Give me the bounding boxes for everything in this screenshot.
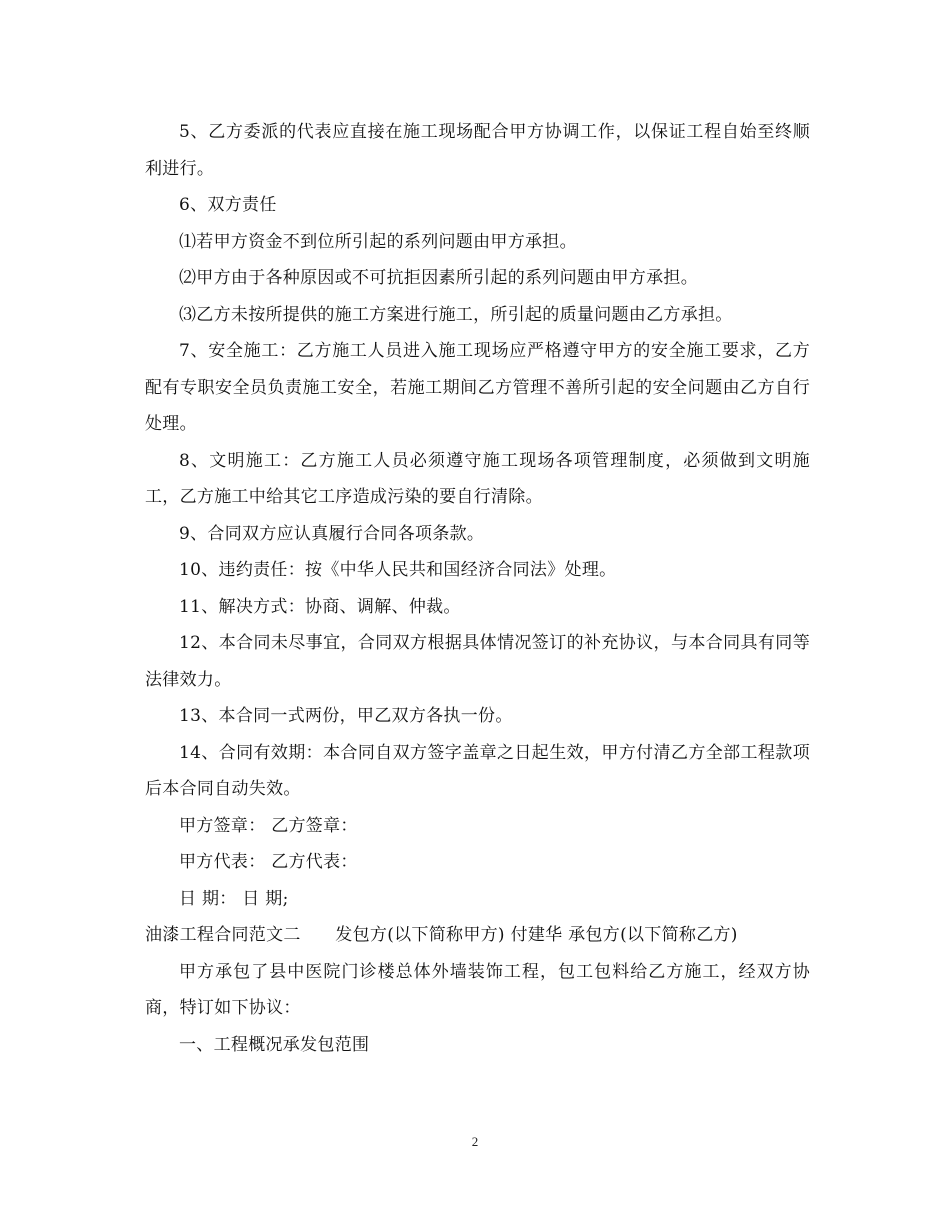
clause-9: 9、合同双方应认真履行合同各项条款。 [179,523,485,544]
signature-line: 甲方签章： 乙方签章： [179,815,358,836]
clause-5: 5、乙方委派的代表应直接在施工现场配合甲方协调工作，以保证工程自始至终顺利进行。 [145,122,810,179]
clause-12: 12、本合同未尽事宜，合同双方根据具体情况签订的补充协议，与本合同具有同等法律效力。 [145,633,810,690]
clause-14: 14、合同有效期：本合同自双方签字盖章之日起生效，甲方付清乙方全部工程款项后本合同自动失效。 [145,742,810,799]
date-line: 日 期： 日 期; [179,888,289,909]
page-number: 2 [471,1134,479,1149]
clause-6-heading: 6、双方责任 [179,195,277,215]
document-body [145,114,810,1063]
second-contract-intro: 甲方承包了县中医院门诊楼总体外墙装饰工程，包工包料给乙方施工，经双方协商，特订如下协议： [145,961,810,1018]
section-1-heading: 一、工程概况承发包范围 [179,1034,370,1055]
clause-11: 11、解决方式：协商、调解、仲裁。 [179,596,461,617]
clause-6-item-1: ⑴若甲方资金不到位所引起的系列问题由甲方承担。 [179,231,577,252]
second-contract-title: 油漆工程合同范文二 发包方(以下简称甲方) 付建华 承包方(以下简称乙方) [145,925,738,945]
clause-8: 8、文明施工：乙方施工人员必须遵守施工现场各项管理制度，必须做到文明施工，乙方施工中给其它工序造成污染的要自行清除。 [145,450,810,507]
clause-10: 10、违约责任：按《中华人民共和国经济合同法》处理。 [179,560,617,580]
clause-7: 7、安全施工：乙方施工人员进入施工现场应严格遵守甲方的安全施工要求，乙方配有专职安全员负责施工安全，若施工期间乙方管理不善所引起的安全问题由乙方自行处理。 [145,341,810,434]
clause-6-item-2: ⑵甲方由于各种原因或不可抗拒因素所引起的系列问题由甲方承担。 [179,268,698,288]
representative-line: 甲方代表： 乙方代表： [179,852,358,872]
clause-6-item-3: ⑶乙方未按所提供的施工方案进行施工，所引起的质量问题由乙方承担。 [179,304,733,325]
clause-13: 13、本合同一式两份，甲乙双方各执一份。 [179,706,513,726]
